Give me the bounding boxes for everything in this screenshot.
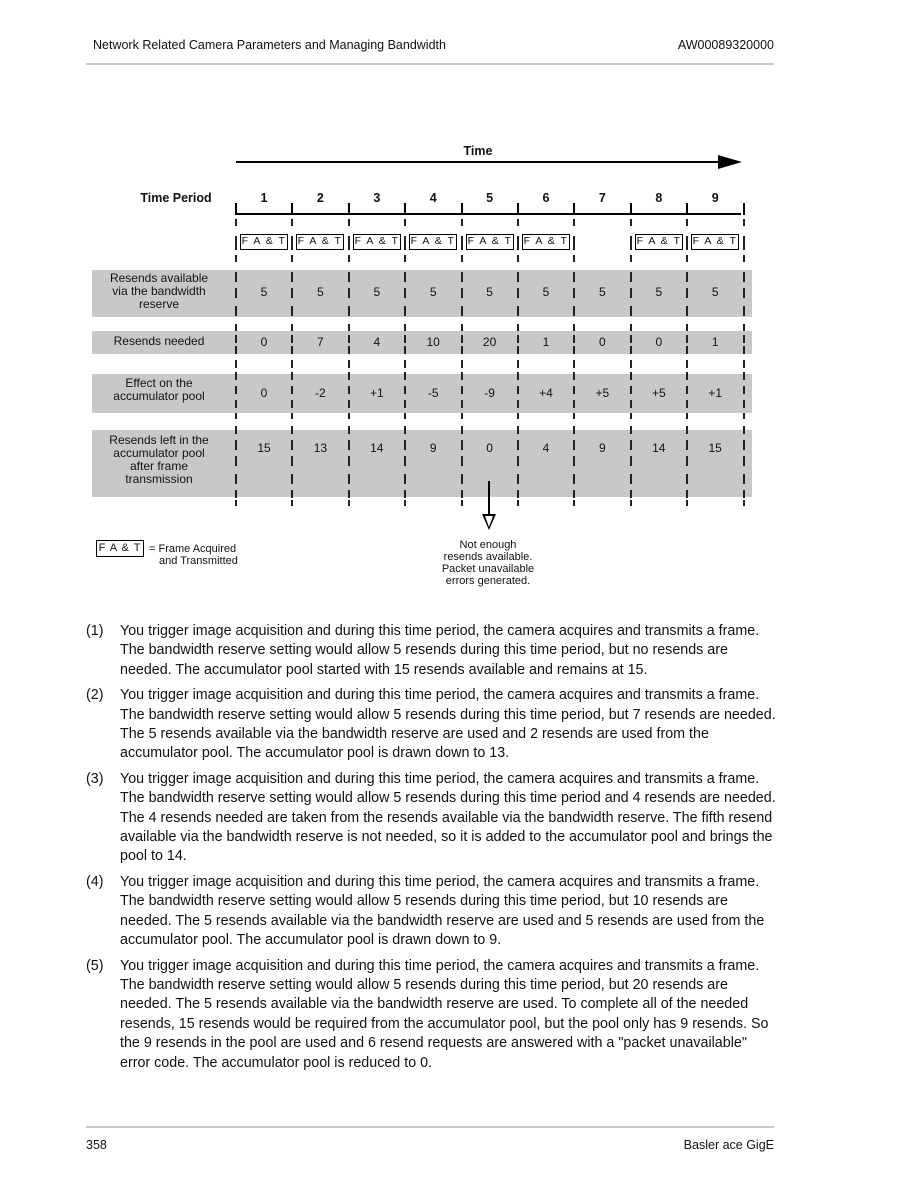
- diagram-cell: 1: [542, 335, 550, 349]
- frame-acquired-marker: F A & T: [691, 234, 739, 250]
- period-boundary-dash: [235, 272, 237, 282]
- step-number: (1): [86, 623, 104, 639]
- period-boundary-dash: [461, 400, 463, 408]
- diagram-cell: 15: [708, 441, 722, 455]
- period-boundary-dash: [404, 426, 406, 434]
- period-boundary-dash: [630, 219, 632, 226]
- period-boundary-dash: [404, 456, 406, 466]
- period-boundary-dash: [686, 306, 688, 316]
- period-boundary-dash: [404, 372, 406, 380]
- period-boundary-dash: [630, 400, 632, 408]
- period-boundary-dash: [291, 255, 293, 262]
- step-item: [86, 622, 776, 680]
- period-boundary-dash: [686, 413, 688, 419]
- diagram-cell: +4: [539, 386, 553, 400]
- diagram-cell: 13: [313, 441, 328, 455]
- period-boundary-dash: [348, 306, 350, 316]
- diagram-cell: -2: [315, 386, 326, 400]
- diagram-cell: 20: [482, 335, 497, 349]
- period-boundary-dash: [630, 413, 632, 419]
- period-boundary-dash: [348, 413, 350, 419]
- period-boundary-dash: [404, 324, 406, 331]
- diagram-cell: 0: [599, 335, 606, 349]
- period-boundary-dash: [235, 372, 237, 380]
- period-boundary-dash: [573, 413, 575, 419]
- period-boundary-dash: [404, 306, 406, 316]
- step-item: [86, 686, 776, 764]
- period-boundary-dash: [291, 400, 293, 408]
- period-boundary-dash: [404, 255, 406, 262]
- legend-line: = Frame Acquired: [149, 543, 237, 555]
- diagram-cell: -5: [427, 386, 439, 400]
- frame-acquired-marker: F A & T: [466, 234, 514, 250]
- period-boundary-dash: [517, 236, 519, 250]
- period-boundary-dash: [235, 360, 237, 368]
- diagram-cell: 0: [655, 335, 663, 349]
- row-label-line: after frame: [129, 459, 189, 473]
- diagram-cell: 15: [257, 441, 271, 455]
- time-period-axis: [236, 213, 741, 215]
- row-label-line: accumulator pool: [113, 389, 205, 403]
- diagram-cell: -9: [484, 386, 495, 400]
- legend-line: and Transmitted: [159, 555, 238, 567]
- period-boundary-dash: [630, 324, 632, 331]
- period-boundary-dash: [743, 255, 745, 262]
- frame-acquired-marker: F A & T: [635, 234, 683, 250]
- period-boundary-dash: [630, 372, 632, 380]
- period-boundary-dash: [686, 426, 688, 434]
- period-boundary-dash: [291, 272, 293, 282]
- period-boundary-dash: [686, 372, 688, 380]
- period-boundary-dash: [573, 324, 575, 331]
- period-boundary-dash: [461, 372, 463, 380]
- period-boundary-dash: [461, 500, 463, 506]
- period-boundary-dash: [573, 490, 575, 498]
- time-period-label: Time Period: [140, 191, 212, 205]
- diagram-cell: 0: [260, 386, 268, 400]
- period-boundary-dash: [743, 272, 745, 282]
- period-boundary-dash: [630, 426, 632, 434]
- period-boundary-dash: [348, 360, 350, 368]
- period-boundary-dash: [573, 372, 575, 380]
- time-period-number: 5: [486, 191, 494, 205]
- row-label-effect: [92, 377, 226, 403]
- period-boundary-dash: [461, 360, 463, 368]
- diagram-cell: +1: [369, 386, 384, 400]
- period-boundary-dash: [291, 426, 293, 434]
- time-arrow-line: [236, 161, 722, 163]
- step-number: (4): [86, 873, 104, 890]
- period-boundary-dash: [291, 236, 293, 250]
- diagram-cell: 5: [711, 285, 719, 299]
- row-label-line: transmission: [125, 472, 193, 486]
- diagram-cell: +1: [708, 386, 723, 400]
- period-boundary-dash: [630, 360, 632, 368]
- frame-acquired-marker: F A & T: [296, 234, 344, 250]
- period-boundary-dash: [686, 272, 688, 282]
- footer-product: Basler ace GigE: [683, 1138, 774, 1152]
- row-label-resends-available: [92, 272, 226, 311]
- period-boundary-dash: [291, 306, 293, 316]
- frame-acquired-marker: F A & T: [353, 234, 401, 250]
- step-item: [86, 957, 776, 1073]
- period-boundary-dash: [404, 400, 406, 408]
- period-boundary-dash: [743, 490, 745, 498]
- period-boundary-dash: [348, 255, 350, 262]
- period-boundary-dash: [517, 306, 519, 316]
- row-label-line: Resends available: [109, 271, 209, 285]
- period-boundary-dash: [743, 440, 745, 450]
- period-boundary-dash: [517, 413, 519, 419]
- period-boundary-dash: [348, 474, 350, 484]
- period-boundary-dash: [291, 500, 293, 506]
- step-number: (2): [86, 687, 104, 704]
- period-boundary-dash: [235, 490, 237, 498]
- footer-rule: [86, 1126, 774, 1128]
- period-boundary-dash: [743, 474, 745, 484]
- period-boundary-dash: [517, 500, 519, 506]
- period-boundary-dash: [235, 400, 237, 408]
- period-boundary-dash: [235, 324, 237, 331]
- period-boundary-dash: [517, 324, 519, 331]
- diagram-cell: 1: [711, 335, 719, 349]
- error-arrow-line: [488, 481, 490, 515]
- period-boundary-dash: [348, 219, 350, 226]
- period-boundary-dash: [291, 372, 293, 380]
- period-boundary-dash: [743, 386, 745, 394]
- period-boundary-dash: [291, 490, 293, 498]
- period-boundary-dash: [686, 255, 688, 262]
- diagram-cell: 0: [260, 335, 268, 349]
- diagram-cell: 5: [655, 285, 663, 299]
- period-boundary-dash: [461, 236, 463, 250]
- step-text: You trigger image acquisition and during this time period, the camera acquires and transmits a frame. The bandwidth reserve setting would allow 5 resends during this time period, but 20 resends are needed. The 5 resends available via the bandwidth reserve are used. To complete all of the needed resends, 15 resends would be required from the accumulator pool, but the pool only has 9 resends. So the 9 resends in the pool are used and 6 resend requests are answered with a "packet unavailable" error code. The accumulator pool is reduced to 0.: [120, 957, 769, 1071]
- period-boundary-dash: [630, 474, 632, 484]
- period-boundary-dash: [235, 413, 237, 419]
- period-boundary-dash: [743, 236, 745, 250]
- period-boundary-dash: [348, 272, 350, 282]
- period-boundary-dash: [573, 236, 575, 250]
- period-boundary-dash: [573, 474, 575, 484]
- time-period-number: 4: [429, 191, 437, 205]
- row-label-line: Resends needed: [113, 334, 205, 348]
- period-boundary-dash: [404, 219, 406, 226]
- time-period-number: 9: [711, 191, 719, 205]
- period-boundary-dash: [348, 400, 350, 408]
- period-boundary-dash: [743, 456, 745, 466]
- period-boundary-dash: [630, 456, 632, 466]
- period-boundary-dash: [686, 400, 688, 408]
- step-text: You trigger image acquisition and during this time period, the camera acquires and transmits a frame. The bandwidth reserve setting would allow 5 resends during this time period and 4 resends are needed. The 4 resends needed are taken from the resends available via the bandwidth reserve. The fifth resend available via the bandwidth reserve is not needed, so it is added to the accumulator pool and brings the pool to 14.: [120, 770, 776, 865]
- period-boundary-dash: [573, 219, 575, 226]
- period-boundary-dash: [630, 236, 632, 250]
- period-boundary-dash: [743, 306, 745, 316]
- period-boundary-dash: [291, 474, 293, 484]
- time-period-number: 7: [598, 191, 606, 205]
- period-boundary-dash: [235, 255, 237, 262]
- period-boundary-dash: [743, 335, 745, 343]
- period-boundary-dash: [348, 500, 350, 506]
- period-boundary-dash: [291, 324, 293, 331]
- period-boundary-dash: [573, 306, 575, 316]
- period-boundary-dash: [348, 236, 350, 250]
- page-number: 358: [86, 1138, 107, 1152]
- period-boundary-dash: [743, 426, 745, 434]
- period-boundary-dash: [686, 474, 688, 484]
- period-boundary-dash: [404, 236, 406, 250]
- row-label-line: via the bandwidth: [112, 284, 206, 298]
- annotation-line: Not enough: [459, 539, 517, 551]
- period-boundary-dash: [517, 372, 519, 380]
- time-period-number: 1: [260, 191, 268, 205]
- period-boundary-dash: [573, 500, 575, 506]
- period-boundary-dash: [517, 272, 519, 282]
- row-label-line: reserve: [138, 297, 179, 311]
- period-boundary-dash: [461, 456, 463, 466]
- period-boundary-dash: [348, 426, 350, 434]
- arrow-down-icon-fill: [485, 516, 493, 527]
- time-period-tick: [743, 203, 745, 215]
- diagram-cell: 5: [317, 285, 324, 299]
- step-item: [86, 873, 776, 951]
- period-boundary-dash: [404, 360, 406, 368]
- period-boundary-dash: [517, 255, 519, 262]
- period-boundary-dash: [404, 272, 406, 282]
- time-period-number: 8: [655, 191, 663, 205]
- diagram-cell: +5: [651, 386, 666, 400]
- period-boundary-dash: [743, 372, 745, 380]
- period-boundary-dash: [686, 500, 688, 506]
- frame-acquired-marker: F A & T: [522, 234, 570, 250]
- period-boundary-dash: [235, 456, 237, 466]
- header-doc-id: AW00089320000: [677, 38, 774, 52]
- annotation-line: resends available.: [443, 551, 533, 563]
- period-boundary-dash: [404, 500, 406, 506]
- period-boundary-dash: [235, 306, 237, 316]
- period-boundary-dash: [743, 360, 745, 368]
- period-boundary-dash: [686, 456, 688, 466]
- period-boundary-dash: [517, 490, 519, 498]
- period-boundary-dash: [404, 474, 406, 484]
- arrow-right-icon: [718, 155, 742, 169]
- step-list: [86, 622, 776, 1079]
- period-boundary-dash: [404, 490, 406, 498]
- period-boundary-dash: [686, 490, 688, 498]
- diagram-cell: 7: [317, 335, 324, 349]
- step-text: You trigger image acquisition and during this time period, the camera acquires and transmits a frame. The bandwidth reserve setting would allow 5 resends during this time period, but 10 resends are needed. The 5 resends available via the bandwidth reserve are used and 5 resends are used from the accumulator pool. The accumulator pool is drawn down to 9.: [120, 873, 765, 949]
- period-boundary-dash: [235, 500, 237, 506]
- period-boundary-dash: [348, 372, 350, 380]
- diagram-cell: 5: [486, 285, 493, 299]
- period-boundary-dash: [743, 324, 745, 331]
- period-boundary-dash: [461, 474, 463, 484]
- error-annotation: [420, 539, 556, 587]
- diagram-cell: 4: [542, 441, 550, 455]
- period-boundary-dash: [743, 219, 745, 226]
- period-boundary-dash: [517, 426, 519, 434]
- time-period-number: 6: [542, 191, 550, 205]
- step-number: (5): [86, 957, 104, 974]
- period-boundary-dash: [461, 272, 463, 282]
- period-boundary-dash: [291, 360, 293, 368]
- step-number: (3): [86, 770, 104, 787]
- period-boundary-dash: [517, 456, 519, 466]
- row-label-line: Resends left in the: [109, 433, 209, 447]
- step-text: You trigger image acquisition and during this time period, the camera acquires and transmits a frame. The bandwidth reserve setting would allow 5 resends during this time period, but no resends are needed. The accumulator pool started with 15 resends available and remains at 15.: [120, 623, 760, 678]
- period-boundary-dash: [573, 456, 575, 466]
- legend-fat-box: F A & T: [96, 540, 144, 557]
- period-boundary-dash: [348, 456, 350, 466]
- period-boundary-dash: [235, 236, 237, 250]
- diagram-cell: +5: [595, 386, 610, 400]
- period-boundary-dash: [686, 236, 688, 250]
- diagram-cell: 4: [373, 335, 381, 349]
- diagram-cell: 5: [429, 285, 437, 299]
- period-boundary-dash: [630, 500, 632, 506]
- period-boundary-dash: [630, 272, 632, 282]
- period-boundary-dash: [517, 360, 519, 368]
- period-boundary-dash: [235, 474, 237, 484]
- period-boundary-dash: [686, 324, 688, 331]
- row-label-resends-needed: [92, 335, 226, 348]
- diagram-cell: 0: [486, 441, 493, 455]
- period-boundary-dash: [630, 255, 632, 262]
- period-boundary-dash: [235, 426, 237, 434]
- period-boundary-dash: [517, 400, 519, 408]
- period-boundary-dash: [404, 413, 406, 419]
- period-boundary-dash: [517, 219, 519, 226]
- period-boundary-dash: [743, 400, 745, 408]
- period-boundary-dash: [686, 219, 688, 226]
- period-boundary-dash: [461, 324, 463, 331]
- diagram-cell: 10: [426, 335, 440, 349]
- period-boundary-dash: [743, 288, 745, 298]
- period-boundary-dash: [573, 400, 575, 408]
- period-boundary-dash: [686, 360, 688, 368]
- period-boundary-dash: [348, 490, 350, 498]
- period-boundary-dash: [461, 306, 463, 316]
- diagram-cell: 5: [260, 285, 268, 299]
- diagram-cell: 5: [599, 285, 606, 299]
- step-text: You trigger image acquisition and during this time period, the camera acquires and transmits a frame. The bandwidth reserve setting would allow 5 resends during this time period, but 7 resends are needed. The 5 resends available via the bandwidth reserve are used and 2 resends are used from the accumulator pool. The accumulator pool is drawn down to 13.: [120, 687, 776, 762]
- diagram-cell: 5: [542, 285, 550, 299]
- row-label-line: accumulator pool: [113, 446, 205, 460]
- header-title: Network Related Camera Parameters and Managing Bandwidth: [93, 38, 446, 52]
- period-boundary-dash: [235, 219, 237, 226]
- period-boundary-dash: [573, 360, 575, 368]
- row-label-line: Effect on the: [125, 376, 193, 390]
- period-boundary-dash: [743, 500, 745, 506]
- diagram-cell: 9: [599, 441, 606, 455]
- period-boundary-dash: [630, 306, 632, 316]
- period-boundary-dash: [743, 413, 745, 419]
- diagram-cell: 5: [373, 285, 381, 299]
- time-period-number: 2: [316, 191, 324, 205]
- frame-acquired-marker: F A & T: [240, 234, 288, 250]
- legend-text: [149, 543, 238, 567]
- period-boundary-dash: [573, 426, 575, 434]
- time-label: Time: [463, 144, 493, 158]
- frame-acquired-marker: F A & T: [409, 234, 457, 250]
- period-boundary-dash: [517, 474, 519, 484]
- row-label-resends-left: [92, 434, 226, 486]
- period-boundary-dash: [461, 490, 463, 498]
- period-boundary-dash: [573, 255, 575, 262]
- period-boundary-dash: [461, 413, 463, 419]
- step-item: [86, 770, 776, 867]
- diagram-cell: 14: [652, 441, 666, 455]
- period-boundary-dash: [348, 324, 350, 331]
- time-period-number: 3: [373, 191, 381, 205]
- period-boundary-dash: [291, 413, 293, 419]
- annotation-line: Packet unavailable: [441, 563, 535, 575]
- period-boundary-dash: [461, 426, 463, 434]
- period-boundary-dash: [630, 490, 632, 498]
- annotation-line: errors generated.: [445, 575, 531, 587]
- period-boundary-dash: [743, 346, 745, 354]
- diagram-cell: 9: [429, 441, 437, 455]
- period-boundary-dash: [461, 255, 463, 262]
- period-boundary-dash: [461, 219, 463, 226]
- period-boundary-dash: [573, 272, 575, 282]
- diagram-cell: 14: [370, 441, 384, 455]
- period-boundary-dash: [291, 219, 293, 226]
- period-boundary-dash: [291, 456, 293, 466]
